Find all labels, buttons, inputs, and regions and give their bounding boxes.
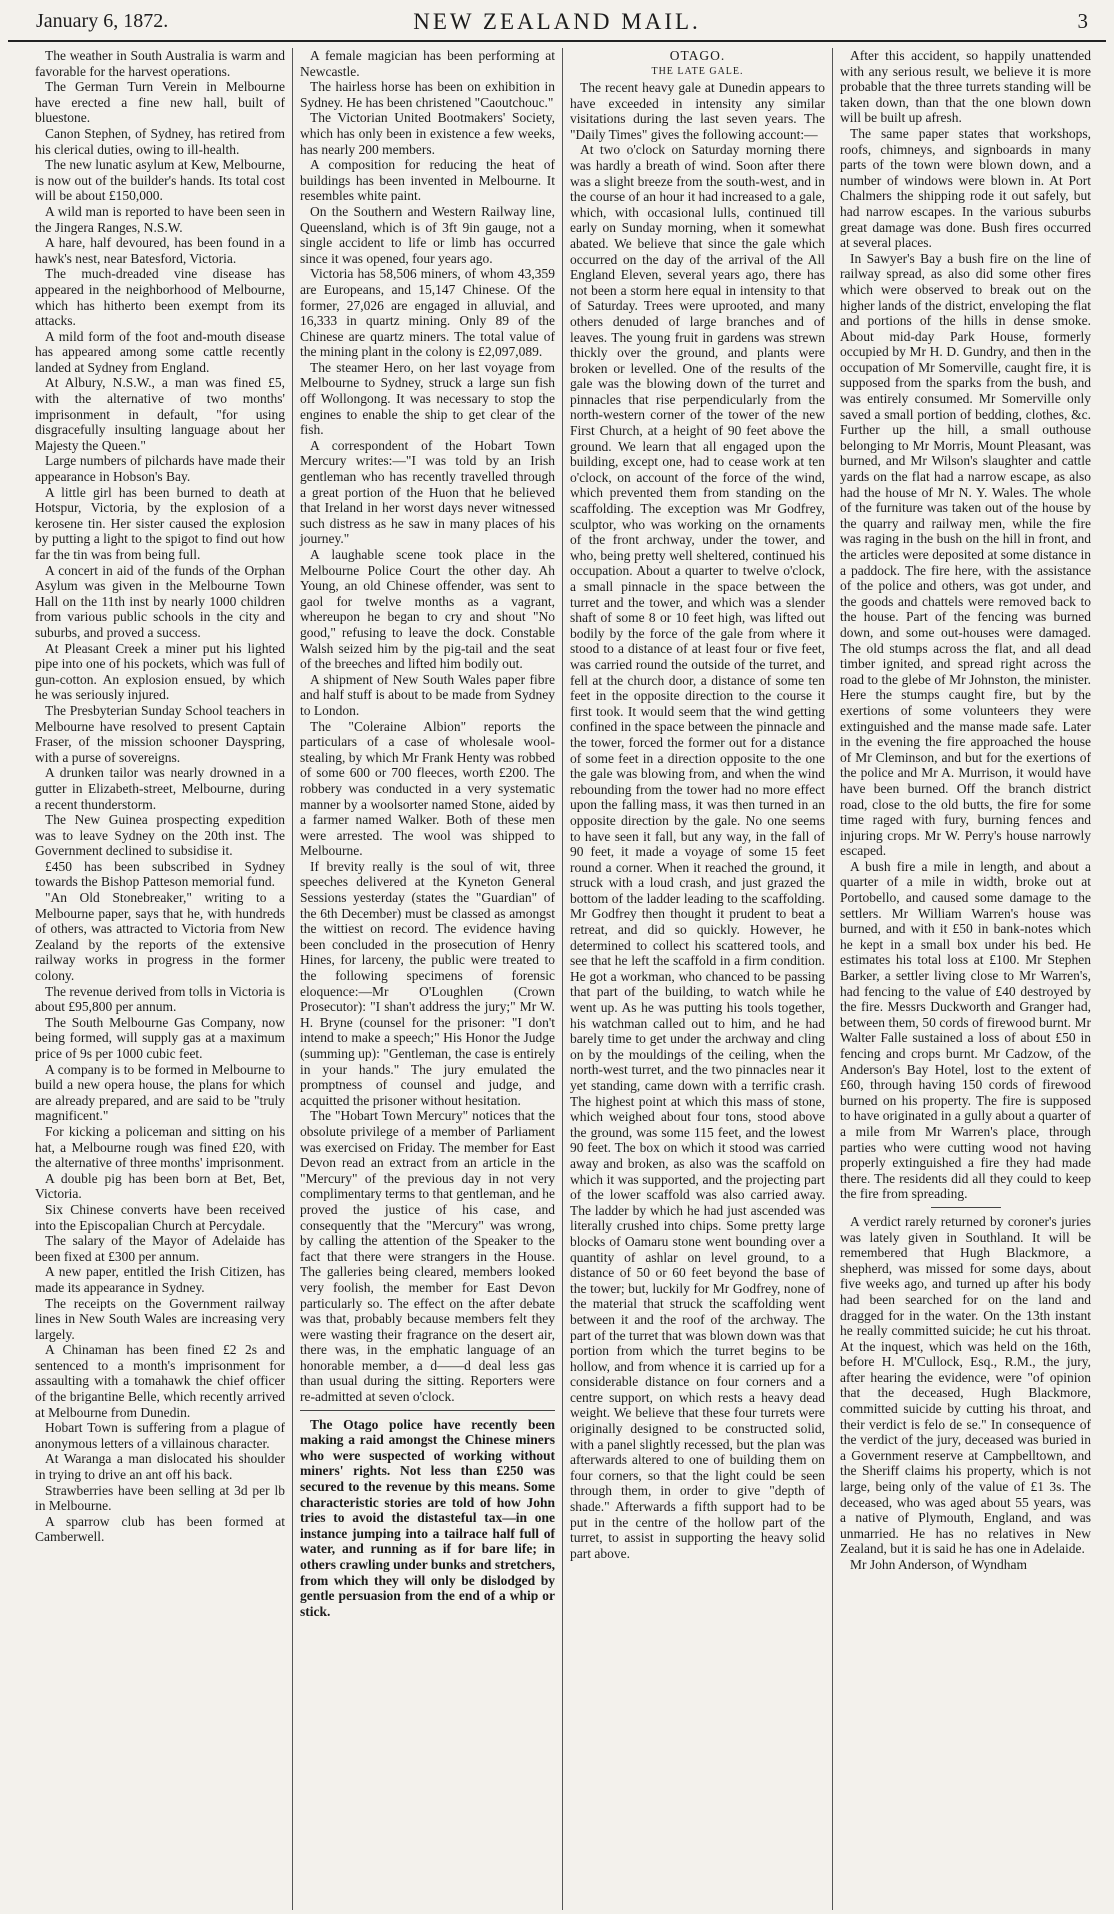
news-paragraph: The Otago police have recently been making a raid amongst the Chinese miners who were suspected of working without miners' rights. Not less than £250 was secured to the revenue by this means. Some characteristic stories are told of how John tries to avoid the distasteful tax—in one instance jumping into a tailrace half full of water, and running as if for bare life; in others crawling under bunks and stretchers, from which they will only be dislodged by gentle persuasion from the end of a whip or stick. [300, 1416, 555, 1619]
column-divider-rule [300, 1410, 555, 1411]
news-paragraph: At two o'clock on Saturday morning there was hardly a breath of wind. Soon after there was a slight breeze from the south-west, and in the course of an hour it had increased to a gale, which, with occasional lulls, continued till early on Sunday morning, when it somewhat abated. We believe that since the gale which occurred on the day of the arrival of the All England Eleven, several years ago, there has not been a storm here equal in intensity to that of Saturday. Trees were uprooted, and many others denuded of large branches and of leaves. The young fruit in gardens was strewn thickly over the ground, and plants were broken or levelled. One of the results of the gale was the blowing down of the turret and pinnacles that rise perpendicularly from the north-western corner of the tower of the new First Church, at a height of 90 feet above the ground. We learn that all engaged upon the building, except one, had to cease work at ten o'clock, on account of the force of the wind, which prevented them from standing on the scaffolding. The exception was Mr Godfrey, sculptor, who was working on the ornaments of the front archway, under the tower, and who, being pretty well sheltered, continued his occupation. About a quarter to twelve o'clock, a small pinnacle in the space between the turret and the tower, and which was a slender shaft of some 8 or 10 feet high, was lifted out bodily by the force of the gale from where it stood to a distance of at least four or five feet, was carried round the outside of the turret, and fell at the church door, a distance of some ten feet in the opposite direction to the course it first took. It would seem that the wind getting confined in the space between the pinnacle and the tower, forced the former out for a distance of some feet in a direction opposite to the one the gale was blowing from, and when the wind rebounding from the tower had no more effect upon the falling mass, it was then turned in an opposite direction by the gale. No one seems to have seen it fall, but any way, in the fall of 90 feet, it made a voyage of some 15 feet round a corner. When it reached the ground, it struck with a loud crash, and just grazed the bottom of the ladder leading to the scaffolding. Mr Godfrey then thought it prudent to beat a retreat, and did so quickly. However, he determined to collect his scattered tools, and see that he left the scaffold in a firm condition. He got a workman, who chanced to be passing that part of the building, to watch while he went up. As he was putting his tools together, his watchman called out to him, and he had barely time to get under the archway and cling on by the mouldings of the ceiling, when the north-west turret, and the two pinnacles near it yet standing, came down with a terrific crash. The highest point at which this mass of stone, which weighed about four tons, stood above the ground, was some 115 feet, and the lowest 90 feet. The box on which it stood was carried away and broken, as also was the scaffold on which it was supported, and the projecting part of the lower scaffold was also carried away. The ladder by which he had just ascended was literally crushed into chips. Some pretty large blocks of Oamaru stone went bounding over a quantity of ashlar on level ground, to a distance of 50 or 60 feet beyond the base of the tower; but, luckily for Mr Godfrey, none of the material that struck the scaffolding went between it and the roof of the archway. The part of the turret that was blown down was that portion from which the turret begins to be hollow, and from whence it is carried up for a considerable distance on four corners and a centre support, on which rests a heavy dead weight. We believe that these four turrets were originally designed to be constructed solid, with a panel slightly recessed, but the plan was afterwards altered to one of building them on four corners, so that the light could be seen through them, in order to give "depth of shade." Afterwards a fifth support had to be put in the centre of the hollow part of the turret, to assist in supporting the heavy solid part above. [570, 142, 825, 1561]
news-paragraph: The weather in South Australia is warm and favorable for the harvest operations. [35, 48, 285, 79]
news-paragraph: A double pig has been born at Bet, Bet, Victoria. [35, 1170, 285, 1202]
news-paragraph: A Chinaman has been fined £2 2s and sentenced to a month's imprisonment for assaulting with a tomahawk the chief officer of the brigantine Belle, which recently arrived at Melbourne from Dunedin. [35, 1342, 285, 1420]
news-paragraph: A wild man is reported to have been seen in the Jingera Ranges, N.S.W. [35, 203, 285, 235]
news-paragraph: Mr John Anderson, of Wyndham [850, 1557, 1028, 1572]
news-paragraph: A drunken tailor was nearly drowned in a gutter in Elizabeth-street, Melbourne, during a recent thunderstorm. [35, 765, 285, 812]
news-paragraph: Six Chinese converts have been received into the Episcopalian Church at Percydale. [35, 1201, 285, 1233]
news-paragraph: Canon Stephen, of Sydney, has retired from his clerical duties, owing to ill-health. [35, 125, 285, 157]
issue-date: January 6, 1872. [36, 10, 169, 32]
news-paragraph: In Sawyer's Bay a bush fire on the line of railway spread, as also did some other fires which were observed to break out on the higher lands of the district, enveloping the flat and portions of the hills in dense smoke. About mid-day Park House, formerly occupied by Mr H. D. Gundry, and then in the occupation of Mr Somerville, caught fire, it is supposed from the sparks from the bush, and was entirely consumed. Mr Somerville only saved a small portion of bedding, clothes, &c. Further up the hill, a small outhouse belonging to Mr Morris, Mount Pleasant, was burned, and Mr Wilson's slaughter and cattle yards on the flat had a narrow escape, as also had the house of Mr N. Y. Wales. The whole of the furniture was taken out of the house by the quarry and railway men, while the fire was raging in the bush on the hill in front, and the articles were deposited at some distance in a paddock. The fire here, with the assistance of the police and others, was got under, and the goods and chattels were removed back to the house. Part of the fencing was burned down, and some out-houses were damaged. The old stumps across the flat, and all dead timber ignited, and spread right across the road to the glebe of Mr Johnston, the minister. Here the stumps caught fire, but by the exertions of some volunteers they were extinguished and the manse made safe. Later in the evening the fire approached the house of Mr Cleminson, and but for the exertions of the police and Mr A. Murrison, it would have have been burned. Off the branch district road, close to the old butts, the fire for some time raged with fury, burning fences and injuring crops. Mr W. Perry's house narrowly escaped. [840, 250, 1091, 859]
news-paragraph: A shipment of New South Wales paper fibre and half stuff is about to be made from Sydney to London. [300, 671, 555, 718]
news-paragraph: Hobart Town is suffering from a plague of anonymous letters of a villainous character. [35, 1420, 285, 1451]
news-paragraph: A new paper, entitled the Irish Citizen, has made its appearance in Sydney. [35, 1264, 285, 1295]
news-paragraph: The much-dreaded vine disease has appeared in the neighborhood of Melbourne, which has hitherto been exempt from its attacks. [35, 266, 285, 329]
column-1-items [35, 48, 285, 1545]
news-paragraph: The Presbyterian Sunday School teachers in Melbourne have resolved to present Captain Fraser, of the mission schooner Dayspring, with a purse of sovereigns. [35, 702, 285, 765]
news-paragraph: "An Old Stonebreaker," writing to a Melbourne paper, says that he, with hundreds of others, was attracted to Victoria from New Zealand by the reports of the extensive railway works in progress in the former colony. [35, 890, 285, 984]
news-paragraph: The "Hobart Town Mercury" notices that the obsolute privilege of a member of Parliament was exercised on Friday. The member for East Devon read an extract from an article in the "Mercury" of the previous day in not very complimentary terms to that gentleman, and he proved the justice of his case, and consequently that the "Mercury" was wrong, by calling the attention of the Speaker to the fact that there were strangers in the House. The galleries being cleared, members looked very foolish, the member for East Devon particularly so. The effect on the after debate was that, probably because members felt they were wasting their fragrance on the desert air, there was, in the emphatic language of an honorable member, a d——d deal less gas than usual during the sitting. Reporters were re-admitted at seven o'clock. [300, 1108, 555, 1405]
news-paragraph: On the Southern and Western Railway line, Queensland, which is of 3ft 9in gauge, not a single accident to life or limb has occurred since it was opened, four years ago. [300, 203, 555, 266]
news-paragraph: At Pleasant Creek a miner put his lighted pipe into one of his pockets, which was full of gun-cotton. An explosion ensued, by which he was seriously injured. [35, 640, 285, 703]
column-3 [563, 48, 833, 1910]
news-paragraph: At Waranga a man dislocated his shoulder in trying to drive an ant off his back. [35, 1451, 285, 1483]
news-paragraph: Strawberries have been selling at 3d per lb in Melbourne. [35, 1482, 285, 1514]
news-paragraph: A verdict rarely returned by coroner's juries was lately given in Southland. It will be remembered that Hugh Blackmore, a shepherd, was missed for some days, about five weeks ago, and turned up after his body had been searched for on the land and dragged for in the water. On the 13th instant he really committed suicide; he cut his throat. At the inquest, which was held on the 16th, before H. M'Cullock, Esq., R.M., the jury, after hearing the evidence, were "of opinion that the deceased, Hugh Blackmore, committed suicide by cutting his throat, and their verdict is felo de se." In consequence of the verdict of the jury, deceased was buried in a Government reserve at Campbelltown, and the Sheriff claims his property, which is not large, being only of the value of £1 3s. The deceased, who was aged about 55 years, was a native of Plymouth, England, and was unmarried. He has no relatives in New Zealand, but it is said he has one in Adelaide. [840, 1213, 1091, 1557]
column-4 [833, 48, 1098, 1910]
news-paragraph: The recent heavy gale at Dunedin appears to have exceeded in intensity any similar visitations during the last seven years. The "Daily Times" gives the following account:— [570, 80, 825, 142]
news-paragraph: £450 has been subscribed in Sydney towards the Bishop Patteson memorial fund. [35, 858, 285, 890]
section-heading-otago: OTAGO. [669, 48, 726, 63]
subheading-late-gale: THE LATE GALE. [651, 66, 744, 77]
news-paragraph: A hare, half devoured, has been found in a hawk's nest, near Batesford, Victoria. [35, 235, 285, 266]
news-paragraph: The New Guinea prospecting expedition was to leave Sydney on the 20th inst. The Government declined to subsidise it. [35, 812, 285, 859]
news-paragraph: Victoria has 58,506 miners, of whom 43,359 are Europeans, and 15,147 Chinese. Of the former, 27,026 are engaged in alluvial, and 16,333 in quartz mining. Only 89 of the Chinese are quartz miners. The total value of the mining plant in the colony is £2,097,089. [300, 266, 555, 360]
news-paragraph: The receipts on the Government railway lines in New South Wales are increasing very largely. [35, 1295, 285, 1342]
news-paragraph: A laughable scene took place in the Melbourne Police Court the other day. Ah Young, an old Chinese offender, was sent to gaol for twelve months as a vagrant, whereupon he began to cry and shout "No good," refusing to leave the dock. Constable Walsh seized him by the pig-tail and the seat of the breeches and lifted him bodily out. [300, 547, 555, 672]
news-paragraph: A correspondent of the Hobart Town Mercury writes:—"I was told by an Irish gentleman who has recently travelled through a great portion of the Huon that he believed that Ireland in her worst days never witnessed such distress as he saw in many places of his journey." [300, 437, 555, 547]
news-paragraph: The same paper states that workshops, roofs, chimneys, and signboards in many parts of the town were blown down, and a number of windows were blown in. At Port Chalmers the shipping rode it out safely, but had narrow escapes. In the various suburbs great damage was done. Bush fires occurred at several places. [840, 125, 1091, 251]
news-paragraph: The South Melbourne Gas Company, now being formed, will supply gas at a maximum price of 9s per 1000 cubic feet. [35, 1014, 285, 1061]
column-1 [28, 48, 293, 1910]
column-2 [293, 48, 563, 1910]
news-paragraph: Large numbers of pilchards have made their appearance in Hobson's Bay. [35, 453, 285, 485]
column-3-items [570, 80, 825, 1561]
column-4-bottom-items [840, 1214, 1091, 1573]
news-paragraph: A bush fire a mile in length, and about a quarter of a mile in width, broke out at Portobello, and caused some damage to the settlers. Mr William Warren's house was burned, and with it £50 in bank-notes which he kept in a small box under his bed. He estimates his total loss at £100. Mr Stephen Barker, a settler living close to Mr Warren's, had fencing to the value of £40 destroyed by the fire. Messrs Duckworth and Granger had, between them, 50 cords of firewood burnt. Mr Walter Falle sustained a loss of about £50 in fencing and crops burnt. Mr Cadzow, of the Anderson's Bay Hotel, lost to the extent of £60, through having 150 cords of firewood burned on his property. The fire is supposed to have originated in a gully about a quarter of a mile from Mr Warren's place, through parties who were cutting wood not having properly extinguished a fire they had made there. The residents did all they could to keep the fire from spreading. [840, 858, 1091, 1202]
news-paragraph: The steamer Hero, on her last voyage from Melbourne to Sydney, struck a large sun fish off Wollongong. It was necessary to stop the engines to enable the ship to get clear of the fish. [300, 359, 555, 438]
news-paragraph: If brevity really is the soul of wit, three speeches delivered at the Kyneton General Sessions yesterday (states the "Guardian" of the 6th December) must be classed as amongst the wittiest on record. The evidence having been concluded in the prosecution of Henry Hines, for larceny, the public were treated to the following specimens of forensic eloquence:—Mr O'Loughlen (Crown Prosecutor): "I shan't address the jury;" Mr W. H. Bryne (counsel for the prisoner: "I don't intend to make a speech;" His Honor the Judge (summing up): "Gentleman, the case is entirely in your hands." The jury emulated the promptness of counsel and judge, and acquitted the prisoner without hesitation. [300, 858, 555, 1108]
news-paragraph: The Victorian United Bootmakers' Society, which has only been in existence a few weeks, has nearly 200 members. [300, 110, 555, 157]
news-paragraph: A little girl has been burned to death at Hotspur, Victoria, by the explosion of a kerosene tin. Her sister caused the explosion by putting a light to the spigot to find out how far the tin was from being full. [35, 484, 285, 562]
news-paragraph: A company is to be formed in Melbourne to build a new opera house, the plans for which are already prepared, and are said to be "truly magnificent." [35, 1061, 285, 1124]
otago-police-article [300, 1417, 555, 1620]
news-paragraph: A mild form of the foot and-mouth disease has appeared among some cattle recently landed at Sydney from England. [35, 328, 285, 375]
news-paragraph: The salary of the Mayor of Adelaide has been fixed at £300 per annum. [35, 1233, 285, 1264]
news-paragraph: The hairless horse has been on exhibition in Sydney. He has been christened "Caoutchouc." [300, 79, 555, 110]
news-paragraph: At Albury, N.S.W., a man was fined £5, with the alternative of two months' imprisonment in default, "for using disgracefully insulting language about her Majesty the Queen." [35, 375, 285, 453]
column-4-items [840, 48, 1091, 1202]
news-paragraph: The new lunatic asylum at Kew, Melbourne, is now out of the builder's hands. Its total cost will be about £150,000. [35, 157, 285, 204]
news-paragraph: The revenue derived from tolls in Victoria is about £95,800 per annum. [35, 983, 285, 1015]
news-paragraph: A composition for reducing the heat of buildings has been invented in Melbourne. It resembles white paint. [300, 157, 555, 204]
news-paragraph: A female magician has been performing at Newcastle. [300, 48, 555, 79]
news-paragraph: A sparrow club has been formed at Camberwell. [35, 1513, 285, 1545]
masthead: NEW ZEALAND MAIL. [413, 9, 701, 34]
news-paragraph: After this accident, so happily unattended with any serious result, we believe it is more probable that the three turrets standing will be taken down, than that the one blown down will be built up afresh. [840, 48, 1091, 126]
news-paragraph: A concert in aid of the funds of the Orphan Asylum was given in the Melbourne Town Hall on the 11th inst by nearly 1000 children from various public schools in the city and suburbs, and proved a success. [35, 562, 285, 640]
news-paragraph: For kicking a policeman and sitting on his hat, a Melbourne rough was fined £20, with the alternative of three months' imprisonment. [35, 1123, 285, 1171]
news-paragraph: The "Coleraine Albion" reports the particulars of a case of wholesale wool-stealing, by which Mr Frank Henty was robbed of some 600 or 700 fleeces, worth £200. The robbery was conducted in a very systematic manner by a woolsorter named Stone, aided by a farmer named Walker. Both of these men were arrested. The wool was shipped to Melbourne. [300, 718, 555, 859]
column-2-items [300, 48, 555, 1405]
article-columns [28, 48, 1100, 1910]
short-divider-rule [931, 1207, 1001, 1208]
page-header [8, 6, 1106, 42]
news-paragraph: The German Turn Verein in Melbourne have erected a fine new hall, built of bluestone. [35, 79, 285, 126]
page-number: 3 [1077, 9, 1088, 33]
